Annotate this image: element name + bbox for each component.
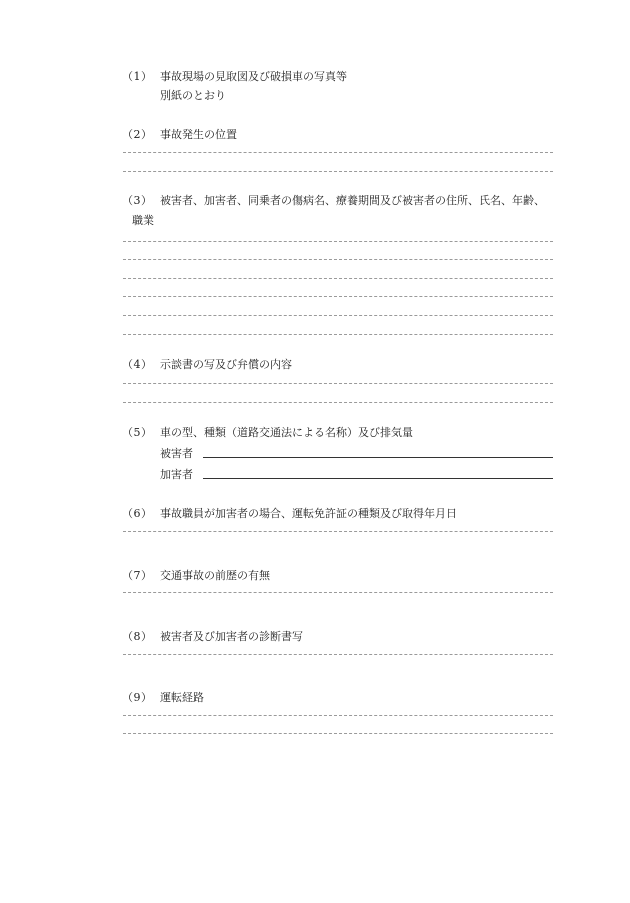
item-1-number: （1） [122,70,153,83]
item-5-title: 車の型、種類（道路交通法による名称）及び排気量 [160,426,413,439]
item-3-answer-line [123,278,553,279]
item-3-number: （3） [122,194,153,207]
item-2-answer-line [123,152,553,153]
item-2-answer-line [123,171,553,172]
item-3-title: 被害者、加害者、同乗者の傷病名、療養期間及び被害者の住所、氏名、年齢、 [160,194,545,207]
item-3-answer-line [123,315,553,316]
item-4-number: （4） [122,358,153,371]
item-3-answer-line [123,296,553,297]
item-7-number: （7） [122,569,153,582]
item-3-answer-line [123,241,553,242]
item-9-number: （9） [122,691,153,704]
assailant-vehicle-field [203,478,553,479]
item-9-answer-line [123,715,553,716]
item-1-subtext: 別紙のとおり [160,89,226,102]
item-8-number: （8） [122,630,153,643]
victim-vehicle-field [203,457,553,458]
item-7-title: 交通事故の前歴の有無 [160,569,270,582]
item-6-title: 事故職員が加害者の場合、運転免許証の種類及び取得年月日 [160,507,457,520]
item-7-answer-line [123,592,553,593]
item-4-title: 示談書の写及び弁償の内容 [160,358,292,371]
item-9-title: 運転経路 [160,691,204,704]
item-2-number: （2） [122,128,153,141]
item-8-title: 被害者及び加害者の診断書写 [160,630,303,643]
item-2-title: 事故発生の位置 [160,128,237,141]
item-9-answer-line [123,733,553,734]
item-3-title-continued: 職業 [132,214,154,227]
item-1-title: 事故現場の見取図及び破損車の写真等 [160,70,347,83]
item-5-number: （5） [122,426,153,439]
item-8-answer-line [123,654,553,655]
item-3-answer-line [123,334,553,335]
item-4-answer-line [123,383,553,384]
assailant-label: 加害者 [160,468,193,481]
item-6-number: （6） [122,507,153,520]
victim-label: 被害者 [160,447,193,460]
item-6-answer-line [123,531,553,532]
item-4-answer-line [123,402,553,403]
item-3-answer-line [123,259,553,260]
